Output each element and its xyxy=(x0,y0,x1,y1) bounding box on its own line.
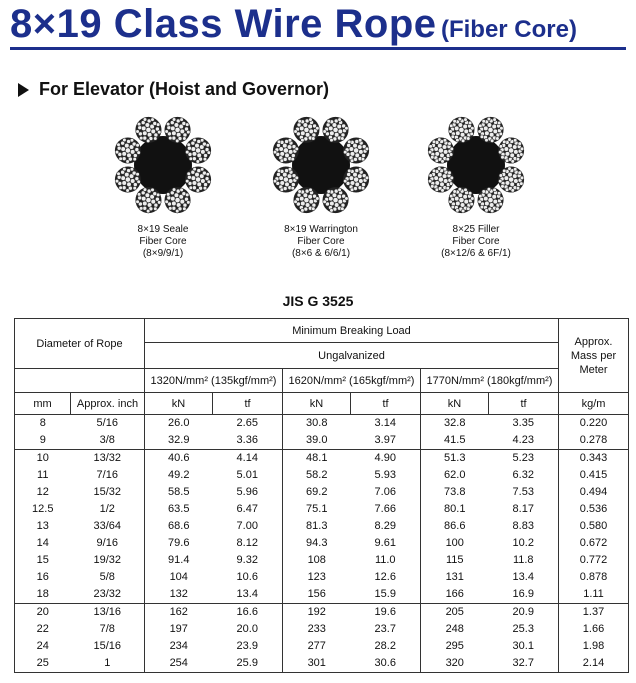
table-cell: 7.53 xyxy=(489,484,559,501)
strand xyxy=(185,137,211,163)
rope-construction-label: (8×9/9/1) xyxy=(142,248,184,259)
table-cell: 25 xyxy=(15,655,71,673)
table-cell: 5.93 xyxy=(351,467,421,484)
table-cell: 30.8 xyxy=(283,415,351,433)
table-cell: 10 xyxy=(15,450,71,468)
table-cell: 86.6 xyxy=(421,518,489,535)
table-cell: 16 xyxy=(15,569,71,586)
table-cell: 32.9 xyxy=(145,432,213,450)
table-cell: 248 xyxy=(421,621,489,638)
table-cell: 104 xyxy=(145,569,213,586)
table-cell: 0.343 xyxy=(559,450,629,468)
table-cell: 3.14 xyxy=(351,415,421,433)
unit-mm: mm xyxy=(15,393,71,415)
table-cell: 23.7 xyxy=(351,621,421,638)
table-cell: 233 xyxy=(283,621,351,638)
title-underline xyxy=(10,47,626,50)
table-cell: 2.65 xyxy=(213,415,283,433)
table-cell: 30.1 xyxy=(489,638,559,655)
table-cell: 8 xyxy=(15,415,71,433)
strand xyxy=(293,117,319,143)
unit-kn: kN xyxy=(145,393,213,415)
table-cell: 1.66 xyxy=(559,621,629,638)
table-cell: 156 xyxy=(283,586,351,604)
table-cell: 320 xyxy=(421,655,489,673)
strand xyxy=(343,137,369,163)
table-cell: 73.8 xyxy=(421,484,489,501)
table-cell: 91.4 xyxy=(145,552,213,569)
rope-core-label: Fiber Core xyxy=(297,236,345,247)
table-row xyxy=(15,432,629,450)
table-cell: 295 xyxy=(421,638,489,655)
table-cell: 301 xyxy=(283,655,351,673)
table-cell: 1.98 xyxy=(559,638,629,655)
table-cell: 15 xyxy=(15,552,71,569)
strand xyxy=(135,187,161,213)
rope-filler xyxy=(406,112,546,260)
table-cell: 0.878 xyxy=(559,569,629,586)
rope-construction-label: (8×12/6 & 6F/1) xyxy=(441,248,511,259)
rope-construction-label: (8×6 & 6/6/1) xyxy=(291,248,351,259)
table-cell: 0.220 xyxy=(559,415,629,433)
table-cell: 3.36 xyxy=(213,432,283,450)
table-cell: 30.6 xyxy=(351,655,421,673)
unit-kn: kN xyxy=(283,393,351,415)
unit-tf: tf xyxy=(351,393,421,415)
table-cell: 234 xyxy=(145,638,213,655)
table-cell: 81.3 xyxy=(283,518,351,535)
table-cell: 7.66 xyxy=(351,501,421,518)
table-cell: 1/2 xyxy=(71,501,145,518)
fiber-core xyxy=(447,136,505,194)
table-cell: 63.5 xyxy=(145,501,213,518)
table-cell: 28.2 xyxy=(351,638,421,655)
table-cell: 25.3 xyxy=(489,621,559,638)
table-cell: 19/32 xyxy=(71,552,145,569)
table-cell: 62.0 xyxy=(421,467,489,484)
strand xyxy=(115,137,141,163)
table-cell: 16.9 xyxy=(489,586,559,604)
strand xyxy=(498,137,524,163)
strand xyxy=(185,167,211,193)
table-cell: 0.278 xyxy=(559,432,629,450)
table-cell: 10.6 xyxy=(213,569,283,586)
table-cell: 0.415 xyxy=(559,467,629,484)
breaking-load-table xyxy=(14,318,629,673)
strand xyxy=(343,167,369,193)
table-cell: 8.17 xyxy=(489,501,559,518)
grade-header: 1320N/mm² (135kgf/mm²) xyxy=(145,369,283,393)
table-cell: 1.37 xyxy=(559,604,629,622)
table-cell: 39.0 xyxy=(283,432,351,450)
mass-header xyxy=(559,319,629,393)
unit-kn: kN xyxy=(421,393,489,415)
table-cell: 51.3 xyxy=(421,450,489,468)
strand xyxy=(165,117,191,143)
table-cell: 12.6 xyxy=(351,569,421,586)
table-cell: 58.5 xyxy=(145,484,213,501)
table-cell: 205 xyxy=(421,604,489,622)
fiber-core xyxy=(134,136,192,194)
table-cell: 49.2 xyxy=(145,467,213,484)
table-cell: 9/16 xyxy=(71,535,145,552)
table-cell: 108 xyxy=(283,552,351,569)
table-cell: 23/32 xyxy=(71,586,145,604)
table-cell: 9.32 xyxy=(213,552,283,569)
table-cell: 0.536 xyxy=(559,501,629,518)
table-cell: 277 xyxy=(283,638,351,655)
table-cell: 4.14 xyxy=(213,450,283,468)
table-cell: 12.5 xyxy=(15,501,71,518)
table-row xyxy=(15,467,629,484)
table-cell: 68.6 xyxy=(145,518,213,535)
table-row xyxy=(15,586,629,604)
table-cell: 9.61 xyxy=(351,535,421,552)
table-row xyxy=(15,621,629,638)
table-cell: 41.5 xyxy=(421,432,489,450)
strand xyxy=(428,137,454,163)
rope-cross-section-image xyxy=(268,112,374,218)
table-cell: 24 xyxy=(15,638,71,655)
table-cell: 12 xyxy=(15,484,71,501)
unit-kgm: kg/m xyxy=(559,393,629,415)
table-cell: 0.672 xyxy=(559,535,629,552)
table-cell: 15/32 xyxy=(71,484,145,501)
strand xyxy=(165,187,191,213)
table-cell: 8.29 xyxy=(351,518,421,535)
table-cell: 18 xyxy=(15,586,71,604)
unit-inch: Approx. inch xyxy=(71,393,145,415)
rope-cross-section-image xyxy=(423,112,529,218)
table-cell: 26.0 xyxy=(145,415,213,433)
table-cell: 94.3 xyxy=(283,535,351,552)
strand xyxy=(293,187,319,213)
table-cell: 131 xyxy=(421,569,489,586)
diameter-header: Diameter of Rope xyxy=(15,319,145,369)
table-cell: 8.83 xyxy=(489,518,559,535)
table-cell: 7.00 xyxy=(213,518,283,535)
strand xyxy=(323,187,349,213)
table-cell: 4.90 xyxy=(351,450,421,468)
table-row xyxy=(15,638,629,655)
table-cell: 40.6 xyxy=(145,450,213,468)
mass-header-text: Approx. Mass per Meter xyxy=(570,335,617,376)
table-cell: 13/32 xyxy=(71,450,145,468)
table-cell: 115 xyxy=(421,552,489,569)
table-cell: 6.47 xyxy=(213,501,283,518)
table-row xyxy=(15,450,629,468)
grade-header: 1770N/mm² (180kgf/mm²) xyxy=(421,369,559,393)
strand xyxy=(273,137,299,163)
table-row xyxy=(15,535,629,552)
table-row xyxy=(15,518,629,535)
table-cell: 25.9 xyxy=(213,655,283,673)
standard-label: JIS G 3525 xyxy=(282,293,354,309)
table-cell: 197 xyxy=(145,621,213,638)
table-cell: 11 xyxy=(15,467,71,484)
table-row xyxy=(15,501,629,518)
table-cell: 132 xyxy=(145,586,213,604)
table-cell: 166 xyxy=(421,586,489,604)
table-cell: 15.9 xyxy=(351,586,421,604)
table-cell: 10.2 xyxy=(489,535,559,552)
table-cell: 13.4 xyxy=(213,586,283,604)
table-row xyxy=(15,552,629,569)
table-cell: 20.9 xyxy=(489,604,559,622)
table-cell: 15/16 xyxy=(71,638,145,655)
table-cell: 7/16 xyxy=(71,467,145,484)
table-cell: 32.7 xyxy=(489,655,559,673)
table-cell: 13.4 xyxy=(489,569,559,586)
table-body xyxy=(15,415,629,673)
table-cell: 3/8 xyxy=(71,432,145,450)
rope-type-label: 8×19 Seale xyxy=(137,224,189,235)
table-cell: 1.11 xyxy=(559,586,629,604)
table-cell: 58.2 xyxy=(283,467,351,484)
blank-header xyxy=(15,369,145,393)
table-cell: 33/64 xyxy=(71,518,145,535)
strand xyxy=(273,167,299,193)
table-cell: 23.9 xyxy=(213,638,283,655)
table-cell: 123 xyxy=(283,569,351,586)
table-cell: 1 xyxy=(71,655,145,673)
table-cell: 3.97 xyxy=(351,432,421,450)
strand xyxy=(498,167,524,193)
table-cell: 2.14 xyxy=(559,655,629,673)
table-cell: 100 xyxy=(421,535,489,552)
table-cell: 5.23 xyxy=(489,450,559,468)
rope-cross-section-image xyxy=(110,112,216,218)
strand xyxy=(135,117,161,143)
table-cell: 48.1 xyxy=(283,450,351,468)
table-cell: 20 xyxy=(15,604,71,622)
table-cell: 192 xyxy=(283,604,351,622)
unit-tf: tf xyxy=(489,393,559,415)
table-cell: 13/16 xyxy=(71,604,145,622)
table-cell: 5.01 xyxy=(213,467,283,484)
rope-type-label: 8×25 Filler xyxy=(452,224,500,235)
title-main: 8×19 Class Wire Rope xyxy=(10,2,437,46)
strand xyxy=(478,187,504,213)
table-cell: 13 xyxy=(15,518,71,535)
table-cell: 79.6 xyxy=(145,535,213,552)
table-cell: 162 xyxy=(145,604,213,622)
table-cell: 6.32 xyxy=(489,467,559,484)
strand xyxy=(478,117,504,143)
table-cell: 5/8 xyxy=(71,569,145,586)
table-cell: 0.494 xyxy=(559,484,629,501)
table-cell: 254 xyxy=(145,655,213,673)
ungalvanized-header: Ungalvanized xyxy=(145,343,559,369)
table-cell: 7/8 xyxy=(71,621,145,638)
table-cell: 0.772 xyxy=(559,552,629,569)
strand xyxy=(448,117,474,143)
rope-core-label: Fiber Core xyxy=(139,236,187,247)
table-cell: 14 xyxy=(15,535,71,552)
rope-warrington xyxy=(251,112,391,260)
table-cell: 19.6 xyxy=(351,604,421,622)
strand xyxy=(428,167,454,193)
table-cell: 11.0 xyxy=(351,552,421,569)
strand xyxy=(115,167,141,193)
rope-type-label: 8×19 Warrington xyxy=(284,224,358,235)
triangle-bullet-icon xyxy=(18,83,29,97)
table-cell: 16.6 xyxy=(213,604,283,622)
table-cell: 80.1 xyxy=(421,501,489,518)
table-row xyxy=(15,484,629,501)
table-row xyxy=(15,655,629,673)
page-title xyxy=(10,2,626,46)
table-cell: 22 xyxy=(15,621,71,638)
table-cell: 5.96 xyxy=(213,484,283,501)
table-cell: 20.0 xyxy=(213,621,283,638)
table-cell: 3.35 xyxy=(489,415,559,433)
table-row xyxy=(15,415,629,433)
rope-core-label: Fiber Core xyxy=(452,236,500,247)
table-cell: 0.580 xyxy=(559,518,629,535)
title-subtitle: (Fiber Core) xyxy=(440,16,577,43)
fiber-core xyxy=(292,136,350,194)
section-heading xyxy=(18,79,329,100)
table-row xyxy=(15,604,629,622)
table-cell: 9 xyxy=(15,432,71,450)
table-cell: 32.8 xyxy=(421,415,489,433)
table-cell: 8.12 xyxy=(213,535,283,552)
table-cell: 11.8 xyxy=(489,552,559,569)
table-cell: 5/16 xyxy=(71,415,145,433)
table-cell: 7.06 xyxy=(351,484,421,501)
unit-tf: tf xyxy=(213,393,283,415)
table-cell: 75.1 xyxy=(283,501,351,518)
grade-header: 1620N/mm² (165kgf/mm²) xyxy=(283,369,421,393)
table-row xyxy=(15,569,629,586)
rope-seale xyxy=(93,112,233,260)
min-breaking-load-header: Minimum Breaking Load xyxy=(145,319,559,343)
table-cell: 69.2 xyxy=(283,484,351,501)
section-label: For Elevator (Hoist and Governor) xyxy=(39,79,330,99)
strand xyxy=(448,187,474,213)
table-cell: 4.23 xyxy=(489,432,559,450)
strand xyxy=(323,117,349,143)
